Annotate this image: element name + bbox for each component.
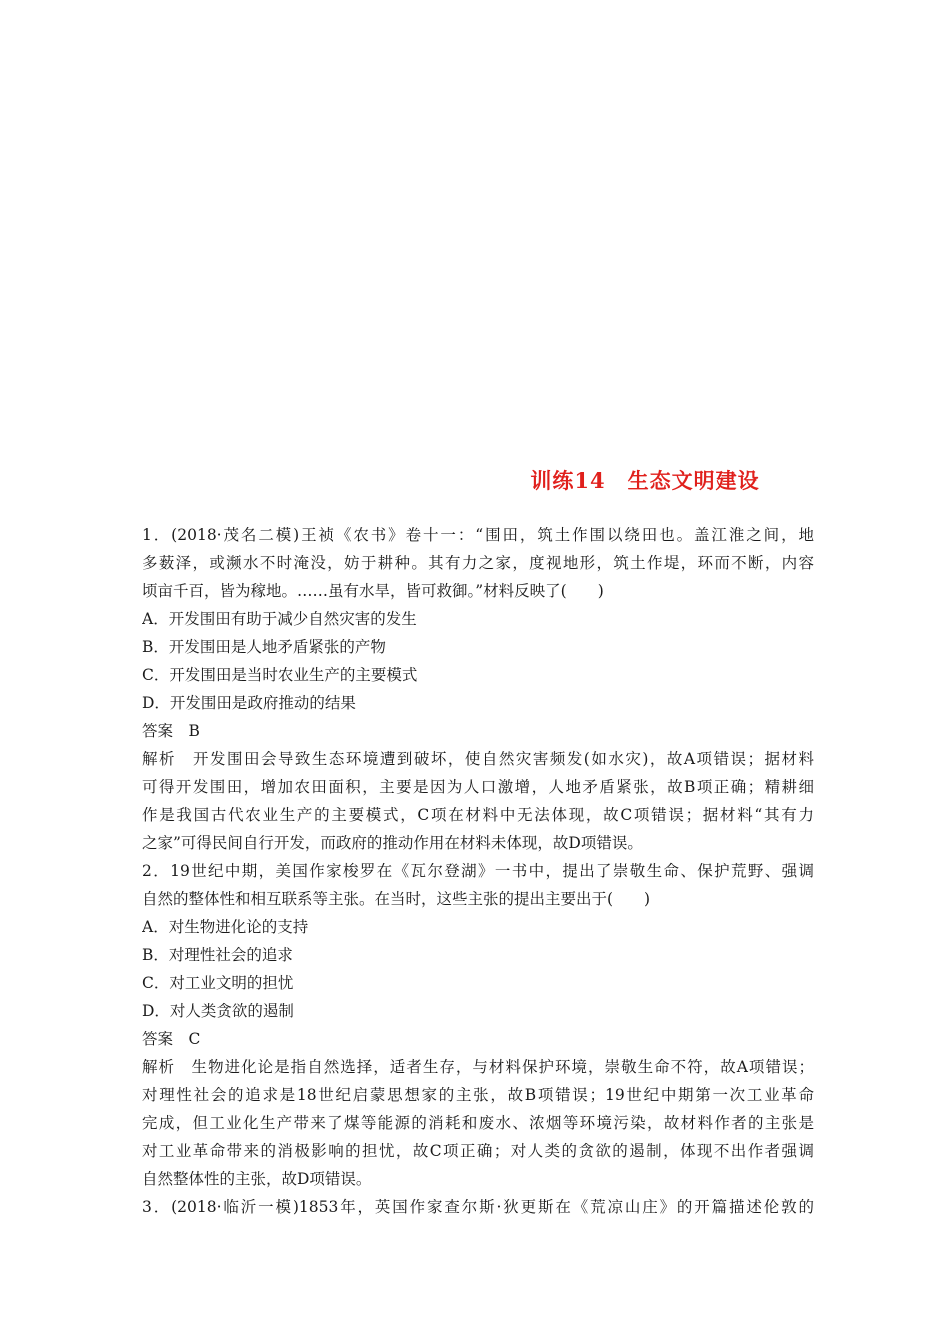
text-line: A．开发围田有助于减少自然灾害的发生 [142, 610, 417, 628]
text-line: D．开发围田是政府推动的结果 [142, 694, 356, 712]
text-line: 多薮泽，或濒水不时淹没，妨于耕种。其有力之家，度视地形，筑土作堤，环而不断，内容 [142, 554, 814, 572]
text-line: 可得开发围田，增加农田面积，主要是因为人口激增，人地矛盾紧张，故B项正确；精耕细 [142, 778, 814, 796]
text-line: 1．(2018·茂名二模)王祯《农书》卷十一：“围田，筑土作围以绕田也。盖江淮之间，地 [142, 526, 814, 544]
text-line: A．对生物进化论的支持 [142, 918, 309, 936]
text-line: 解析 开发围田会导致生态环境遭到破坏，使自然灾害频发(如水灾)，故A项错误；据材料 [142, 750, 814, 768]
text-line: B．开发围田是人地矛盾紧张的产物 [142, 638, 386, 656]
text-line: 完成，但工业化生产带来了煤等能源的消耗和废水、浓烟等环境污染，故材料作者的主张是 [142, 1114, 814, 1132]
document-body [142, 521, 814, 1221]
text-line: 顷亩千百，皆为稼地。……虽有水旱，皆可救御。”材料反映了( ) [142, 582, 604, 600]
text-line: 对工业革命带来的消极影响的担忧，故C项正确；对人类的贪欲的遏制，体现不出作者强调 [142, 1142, 814, 1160]
text-line: C．开发围田是当时农业生产的主要模式 [142, 666, 418, 684]
text-line: B．对理性社会的追求 [142, 946, 293, 964]
text-line: C．对工业文明的担忧 [142, 974, 294, 992]
text-line: 答案 C [142, 1030, 201, 1048]
text-line: 自然的整体性和相互联系等主张。在当时，这些主张的提出主要出于( ) [142, 890, 651, 908]
text-line: 之家”可得民间自行开发，而政府的推动作用在材料未体现，故D项错误。 [142, 834, 643, 852]
text-line: 对理性社会的追求是18世纪启蒙思想家的主张，故B项错误；19世纪中期第一次工业革命 [142, 1086, 814, 1104]
text-line: 解析 生物进化论是指自然选择，适者生存，与材料保护环境，崇敬生命不符，故A项错误； [142, 1058, 814, 1076]
text-line: D．对人类贪欲的遏制 [142, 1002, 294, 1020]
text-line: 3．(2018·临沂一模)1853年，英国作家查尔斯·狄更斯在《荒凉山庄》的开篇描述伦敦的 [142, 1198, 814, 1216]
text-line: 答案 B [142, 722, 200, 740]
page-title: 训练14 生态文明建设 [530, 468, 760, 493]
text-line: 自然整体性的主张，故D项错误。 [142, 1170, 372, 1188]
text-line: 2．19世纪中期，美国作家梭罗在《瓦尔登湖》一书中，提出了崇敬生命、保护荒野、强调 [142, 862, 814, 880]
text-line: 作是我国古代农业生产的主要模式，C项在材料中无法体现，故C项错误；据材料“其有力 [142, 806, 814, 824]
